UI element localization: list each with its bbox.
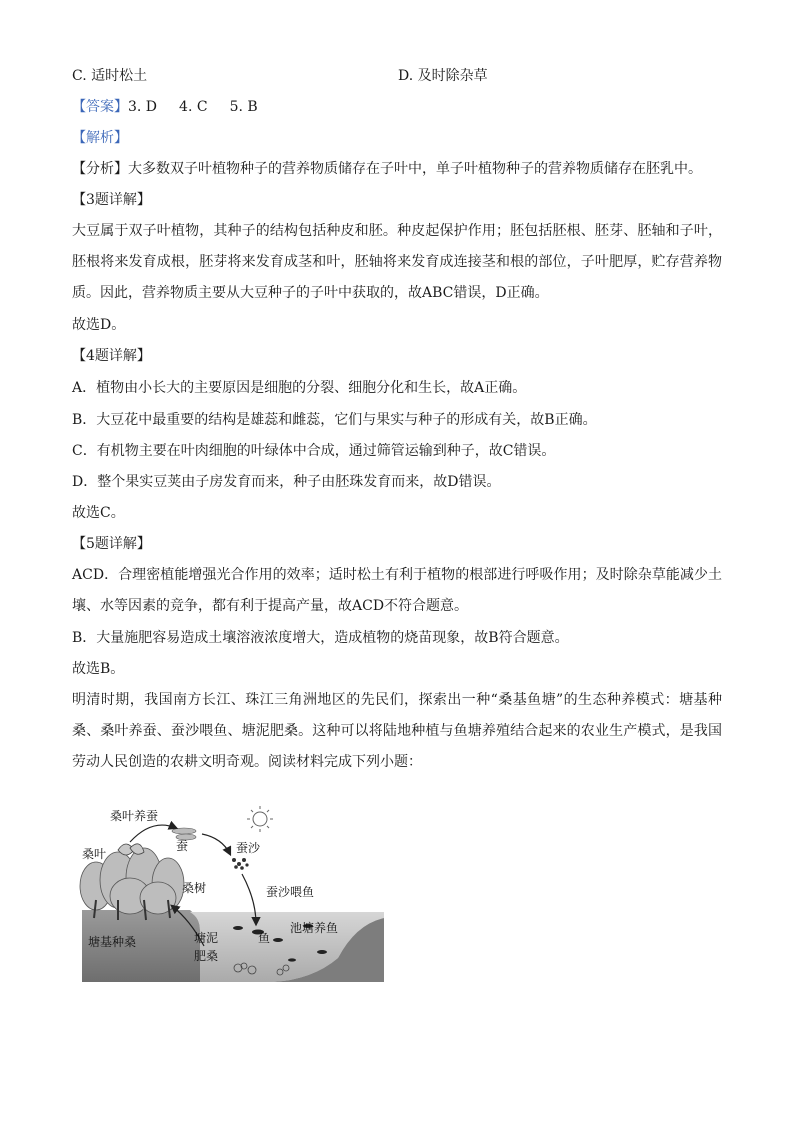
label-dike-mulberry: 塘基种桑 xyxy=(88,935,137,949)
q5-conclusion: 故选B。 xyxy=(72,661,125,677)
overview-label: 【分析】 xyxy=(72,161,128,177)
analysis-label: 【解析】 xyxy=(72,130,128,146)
q5-heading: 【5题详解】 xyxy=(72,536,151,552)
q5-option-acd: ACD．合理密植能增强光合作用的效率；适时松土有利于植物的根部进行呼吸作用；及时除杂草能减少土壤、水等因素的竞争，都有利于提高产量，故ACD不符合题意。 xyxy=(72,567,722,614)
mulberry-dike-fish-pond-diagram xyxy=(72,800,388,982)
option-d: D. 及时除杂草 xyxy=(398,68,488,84)
label-pond-fish: 池塘养鱼 xyxy=(290,921,339,935)
answer-line xyxy=(72,97,280,117)
overview-line xyxy=(72,159,702,179)
q4-option-a: A．植物由小长大的主要原因是细胞的分裂、细胞分化和生长，故A正确。 xyxy=(72,380,527,396)
q4-conclusion: 故选C。 xyxy=(72,505,125,521)
q3-heading: 【3题详解】 xyxy=(72,192,151,208)
label-leaf-to-silkworm: 桑叶养蚕 xyxy=(110,809,159,823)
answer-label: 【答案】 xyxy=(72,99,128,115)
q3-text: 大豆属于双子叶植物，其种子的结构包括种皮和胚。种皮起保护作用；胚包括胚根、胚芽、胚轴和子叶，胚根将来发育成根，胚芽将来发育成茎和叶，胚轴将来发育成连接茎和根的部位，子叶肥厚，贮存营养物质。因此，营养物质主要从大豆种子的子叶中获取的，故ABC错误，D正确。 xyxy=(72,223,722,301)
passage: 明清时期，我国南方长江、珠江三角洲地区的先民们，探索出一种“桑基鱼塘”的生态种养模式：塘基种桑、桑叶养蚕、蚕沙喂鱼、塘泥肥桑。这种可以将陆地种植与鱼塘养殖结合起来的农业生产模式，是我国劳动人民创造的农耕文明奇观。阅读材料完成下列小题： xyxy=(72,692,722,770)
label-silkworm: 蚕 xyxy=(176,839,189,853)
label-mud-line1: 塘泥 xyxy=(194,931,219,945)
q4-option-b: B．大豆花中最重要的结构是雄蕊和雌蕊，它们与果实与种子的形成有关，故B正确。 xyxy=(72,412,597,428)
q4-option-c: C．有机物主要在叶肉细胞的叶绿体中合成，通过筛管运输到种子，故C错误。 xyxy=(72,443,556,459)
silkworm-droppings-icon xyxy=(232,858,249,870)
label-droppings-feed-fish: 蚕沙喂鱼 xyxy=(266,885,315,899)
sun-icon xyxy=(247,806,273,832)
q3-conclusion: 故选D。 xyxy=(72,317,126,333)
label-mulberry-tree: 桑树 xyxy=(182,881,207,895)
label-silkworm-droppings: 蚕沙 xyxy=(236,841,261,855)
answer-item: 3. D xyxy=(128,99,158,115)
q5-option-b: B．大量施肥容易造成土壤溶液浓度增大，造成植物的烧苗现象，故B符合题意。 xyxy=(72,630,569,646)
mulberry-leaf-icon xyxy=(118,844,144,855)
label-mud-line2: 肥桑 xyxy=(194,949,219,963)
answer-item: 4. C xyxy=(179,99,208,115)
answer-item: 5. B xyxy=(229,99,258,115)
arrow-leaf-to-silkworm xyxy=(130,825,176,842)
label-mulberry-leaf: 桑叶 xyxy=(82,847,107,861)
q4-heading: 【4题详解】 xyxy=(72,348,151,364)
q4-option-d: D．整个果实豆荚由子房发育而来，种子由胚珠发育而来，故D错误。 xyxy=(72,474,501,490)
label-fish: 鱼 xyxy=(258,931,271,945)
option-c: C. 适时松土 xyxy=(72,68,148,84)
diagram-svg xyxy=(72,800,388,982)
arrow-silkworm-to-droppings xyxy=(202,834,230,854)
answer-values xyxy=(128,99,280,115)
overview-text: 大多数双子叶植物种子的营养物质储存在子叶中，单子叶植物种子的营养物质储存在胚乳中。 xyxy=(128,161,702,177)
